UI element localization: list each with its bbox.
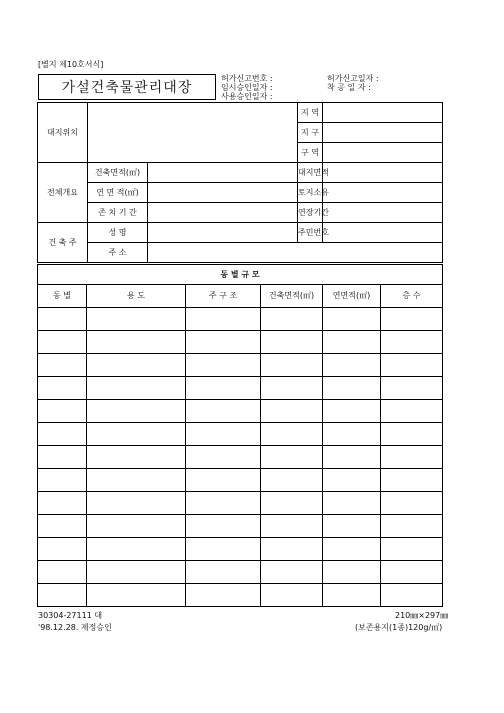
table-cell[interactable] [381,538,443,561]
table-cell[interactable] [87,331,186,354]
col-floor-area: 연면적(㎡) [323,285,381,308]
district-label: 지 구 [298,123,323,143]
header-right-fields [327,74,379,92]
owner-address-label: 주 소 [88,243,148,263]
table-cell[interactable] [186,331,261,354]
table-cell[interactable] [323,354,381,377]
total-floor-area-value[interactable] [148,183,298,203]
owner-address-value[interactable] [148,243,443,263]
use-approval-date-label: 사용승인일자 : [221,92,273,101]
table-cell[interactable] [323,561,381,584]
table-cell[interactable] [323,423,381,446]
table-row [38,469,443,492]
table-cell[interactable] [38,308,87,331]
duration-value[interactable] [148,203,298,223]
table-cell[interactable] [186,354,261,377]
table-cell[interactable] [87,446,186,469]
owner-name-label: 성 명 [88,223,148,243]
duration-label: 존 치 기 간 [88,203,148,223]
building-area-label: 건축면적(㎡) [88,163,148,183]
table-cell[interactable] [186,492,261,515]
site-area-value[interactable] [323,163,443,183]
zone-value[interactable] [323,103,443,123]
table-cell[interactable] [381,492,443,515]
table-cell[interactable] [381,515,443,538]
table-row [38,331,443,354]
table-cell[interactable] [323,308,381,331]
table-cell[interactable] [381,354,443,377]
site-location-label: 대지위치 [38,103,88,163]
owner-reg-label: 주민번호 [298,223,323,243]
table-row [38,400,443,423]
table-row [38,492,443,515]
table-cell[interactable] [38,377,87,400]
table-cell[interactable] [261,400,323,423]
table-cell[interactable] [323,377,381,400]
table-cell[interactable] [186,377,261,400]
total-floor-area-label: 연 면 적(㎡) [88,183,148,203]
owner-label: 건 축 주 [38,223,88,263]
table-cell[interactable] [38,354,87,377]
table-cell[interactable] [38,515,87,538]
building-scale-table [37,264,443,607]
table-cell[interactable] [381,377,443,400]
table-cell[interactable] [87,423,186,446]
table-cell[interactable] [323,331,381,354]
table-cell[interactable] [38,446,87,469]
table-cell[interactable] [261,423,323,446]
owner-name-value[interactable] [148,223,298,243]
overview-label: 전체개요 [38,163,88,223]
table-cell[interactable] [186,423,261,446]
footer-size: 210㎜×297㎜ [395,611,449,620]
table-cell[interactable] [38,400,87,423]
table-cell[interactable] [87,584,186,607]
table-cell[interactable] [87,561,186,584]
table-cell[interactable] [381,561,443,584]
table-row [38,515,443,538]
site-location-value[interactable] [88,103,298,163]
table-cell[interactable] [38,492,87,515]
table-cell[interactable] [381,308,443,331]
table-cell[interactable] [261,492,323,515]
table-row [38,354,443,377]
table-cell[interactable] [87,538,186,561]
permit-number-label: 허가신고번호 : [221,74,273,83]
header-left-fields [221,74,273,101]
col-building-area: 건축면적(㎡) [261,285,323,308]
building-area-value[interactable] [148,163,298,183]
table-row [38,377,443,400]
table-cell[interactable] [87,377,186,400]
temp-approval-date-label: 임시승인일자 : [221,83,273,92]
table-cell[interactable] [381,446,443,469]
table-cell[interactable] [186,584,261,607]
land-ownership-label: 토지소유 [298,183,323,203]
zone-label: 지 역 [298,103,323,123]
main-form-table [37,102,443,263]
land-ownership-value[interactable] [323,183,443,203]
extension-label: 연장기간 [298,203,323,223]
table-cell[interactable] [87,492,186,515]
table-cell[interactable] [186,561,261,584]
col-usage: 용 도 [87,285,186,308]
table-cell[interactable] [323,584,381,607]
table-cell[interactable] [87,400,186,423]
table-row [38,423,443,446]
table-cell[interactable] [38,469,87,492]
table-cell[interactable] [261,446,323,469]
table-cell[interactable] [261,354,323,377]
extension-value[interactable] [323,203,443,223]
col-structure: 주 구 조 [186,285,261,308]
building-scale-title: 동 별 규 모 [38,265,443,285]
site-area-label: 대지면적 [298,163,323,183]
table-cell[interactable] [186,446,261,469]
table-row [38,446,443,469]
table-cell[interactable] [261,584,323,607]
table-cell[interactable] [323,492,381,515]
table-cell[interactable] [323,446,381,469]
table-cell[interactable] [261,377,323,400]
footer-paper: (보존용지(1종)120g/㎡) [355,623,443,632]
table-cell[interactable] [261,515,323,538]
table-cell[interactable] [261,331,323,354]
table-cell[interactable] [87,515,186,538]
table-cell[interactable] [38,331,87,354]
table-cell[interactable] [261,561,323,584]
table-cell[interactable] [186,308,261,331]
table-cell[interactable] [323,400,381,423]
table-cell[interactable] [38,538,87,561]
table-row [38,561,443,584]
table-cell[interactable] [381,331,443,354]
table-cell[interactable] [381,584,443,607]
table-cell[interactable] [186,400,261,423]
table-cell[interactable] [323,469,381,492]
table-cell[interactable] [186,538,261,561]
table-cell[interactable] [381,469,443,492]
table-row [38,308,443,331]
table-cell[interactable] [38,561,87,584]
table-cell[interactable] [87,308,186,331]
table-cell[interactable] [381,400,443,423]
col-building-no: 동 별 [38,285,87,308]
table-cell[interactable] [87,469,186,492]
form-number-label: [별지 제10호서식] [38,60,104,69]
start-date-label: 착 공 일 자 : [327,83,371,92]
district-value[interactable] [323,123,443,143]
table-cell[interactable] [186,469,261,492]
area-label: 구 역 [298,143,323,163]
table-row [38,538,443,561]
table-cell[interactable] [38,423,87,446]
footer-code: 30304-27111 대 [38,611,103,620]
table-cell[interactable] [261,308,323,331]
table-cell[interactable] [87,354,186,377]
table-cell[interactable] [261,538,323,561]
area-value[interactable] [323,143,443,163]
table-cell[interactable] [186,515,261,538]
building-scale-header-row [38,285,443,308]
table-cell[interactable] [323,538,381,561]
table-cell[interactable] [38,584,87,607]
footer-date: '98.12.28. 제정승인 [38,623,112,632]
owner-reg-value[interactable] [323,223,443,243]
table-cell[interactable] [261,469,323,492]
table-cell[interactable] [381,423,443,446]
table-cell[interactable] [323,515,381,538]
permit-date-label: 허가신고일자 : [327,74,379,83]
table-row [38,584,443,607]
col-floors: 층 수 [381,285,443,308]
page-title: 가설건축물관리대장 [38,74,216,100]
